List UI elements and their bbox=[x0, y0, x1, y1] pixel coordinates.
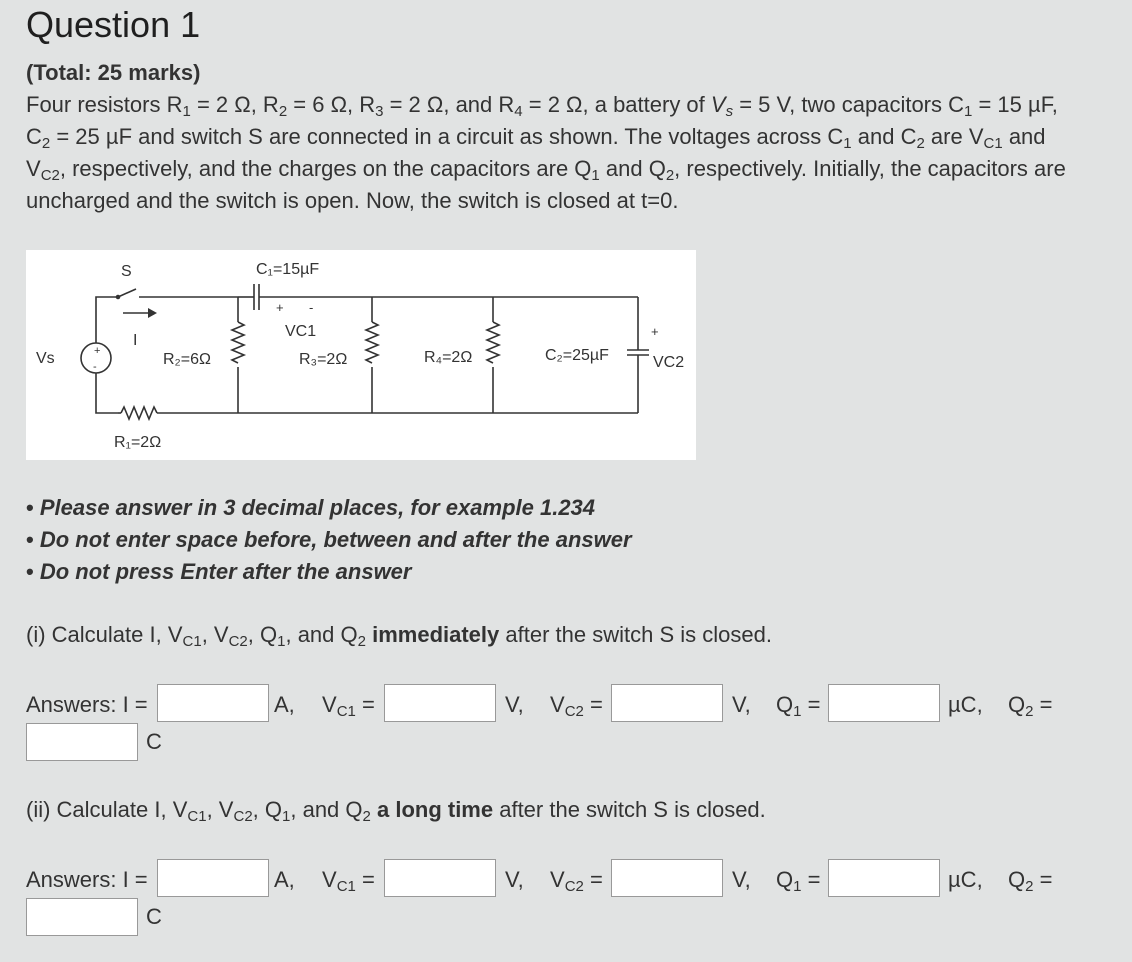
r1-label: R₁=2Ω bbox=[114, 434, 162, 451]
r2-resistor bbox=[232, 322, 244, 363]
q1-label: $Q_1$ = bbox=[776, 867, 821, 895]
r3-label: R₃=2Ω bbox=[299, 351, 348, 368]
unit-c: C bbox=[146, 904, 162, 929]
part2-q2-input[interactable] bbox=[26, 898, 138, 936]
part1-answers-row2 bbox=[26, 723, 226, 765]
battery-plus: + bbox=[94, 345, 101, 357]
bullet-item: • Do not press Enter after the answer bbox=[26, 556, 632, 588]
c1-plus: + bbox=[276, 300, 284, 315]
battery-minus: - bbox=[93, 361, 97, 373]
c2-capacitor bbox=[627, 350, 649, 355]
switch-symbol bbox=[118, 289, 136, 297]
part1-q2-input[interactable] bbox=[26, 723, 138, 761]
unit-a: A, bbox=[274, 692, 295, 717]
unit-v: V, bbox=[732, 867, 751, 892]
problem-statement: Four resistors $R_1 = 2$ Ω, $R_2 = 6$ Ω, $R_3 = 2$ Ω, and $R_4 = 2$ Ω, a battery of $V_s = 5$ V, two capacitors $C_1 = 15$ µF, $C_2 = 25$ µF and switch S are connected in a circuit as shown. The voltages across $C_1$ and $C_2$ are $V_{C1}$ and $V_{C2}$, respectively, and the charges on the capacitors are $Q_1$ and $Q_2$, respectively. Initially, the capacitors are uncharged and the switch is open. Now, the switch is closed at t=0. bbox=[26, 92, 1066, 213]
part2-i-input[interactable] bbox=[157, 859, 269, 897]
part2-vc1-input[interactable] bbox=[384, 859, 496, 897]
switch-label: S bbox=[121, 263, 132, 280]
unit-v: V, bbox=[732, 692, 751, 717]
question-title: Question 1 bbox=[26, 4, 201, 45]
unit-uc: µC, bbox=[948, 867, 983, 892]
circuit-diagram bbox=[26, 250, 696, 460]
part1-q1-input[interactable] bbox=[828, 684, 940, 722]
unit-a: A, bbox=[274, 867, 295, 892]
unit-v: V, bbox=[505, 692, 524, 717]
instruction-bullets bbox=[26, 492, 632, 588]
q2-label: $Q_2$ = bbox=[1008, 867, 1053, 895]
vc2-label: $V_{C2}$ = bbox=[550, 867, 603, 895]
part2-vc2-input[interactable] bbox=[611, 859, 723, 897]
vc1-label: $V_{C1}$ = bbox=[322, 692, 375, 720]
bullet-item: • Please answer in 3 decimal places, for example 1.234 bbox=[26, 492, 632, 524]
vc2-label: $V_{C2}$ = bbox=[550, 692, 603, 720]
part1-answers-row bbox=[26, 684, 1132, 726]
answers-prefix: Answers: I = bbox=[26, 867, 148, 892]
unit-uc: µC, bbox=[948, 692, 983, 717]
part1-vc1-input[interactable] bbox=[384, 684, 496, 722]
c1-minus: - bbox=[309, 300, 314, 315]
part1-vc2-input[interactable] bbox=[611, 684, 723, 722]
r4-label: R₄=2Ω bbox=[424, 349, 473, 366]
vc1-label: VC1 bbox=[285, 323, 317, 340]
current-label: I bbox=[133, 332, 138, 349]
c1-label: C₁=15µF bbox=[256, 261, 320, 278]
c2-plus: + bbox=[651, 324, 659, 339]
total-marks: (Total: 25 marks) bbox=[26, 60, 201, 85]
c1-capacitor bbox=[254, 284, 259, 310]
answers-prefix: Answers: I = bbox=[26, 692, 148, 717]
r1-resistor bbox=[121, 407, 157, 419]
part2-question: (ii) Calculate I, $V_{C1}$, $V_{C2}$, $Q_1$, and $Q_2$ a long time after the switch S is closed. bbox=[26, 797, 766, 825]
unit-v: V, bbox=[505, 867, 524, 892]
part2-answers-row bbox=[26, 859, 1132, 901]
q1-label: $Q_1$ = bbox=[776, 692, 821, 720]
r2-label: R₂=6Ω bbox=[163, 351, 211, 368]
part1-i-input[interactable] bbox=[157, 684, 269, 722]
part2-q1-input[interactable] bbox=[828, 859, 940, 897]
c2-label: C₂=25µF bbox=[545, 347, 609, 364]
vs-label: Vs bbox=[36, 350, 55, 367]
part2-answers-row2 bbox=[26, 898, 226, 940]
vc1-label: $V_{C1}$ = bbox=[322, 867, 375, 895]
bullet-item: • Do not enter space before, between and after the answer bbox=[26, 524, 632, 556]
unit-c: C bbox=[146, 729, 162, 754]
r3-resistor bbox=[366, 322, 378, 363]
part1-question: (i) Calculate I, $V_{C1}$, $V_{C2}$, $Q_1$, and $Q_2$ immediately after the switch S is closed. bbox=[26, 622, 772, 650]
q2-label: $Q_2$ = bbox=[1008, 692, 1053, 720]
r4-resistor bbox=[487, 322, 499, 363]
vc2-label: VC2 bbox=[653, 354, 685, 371]
